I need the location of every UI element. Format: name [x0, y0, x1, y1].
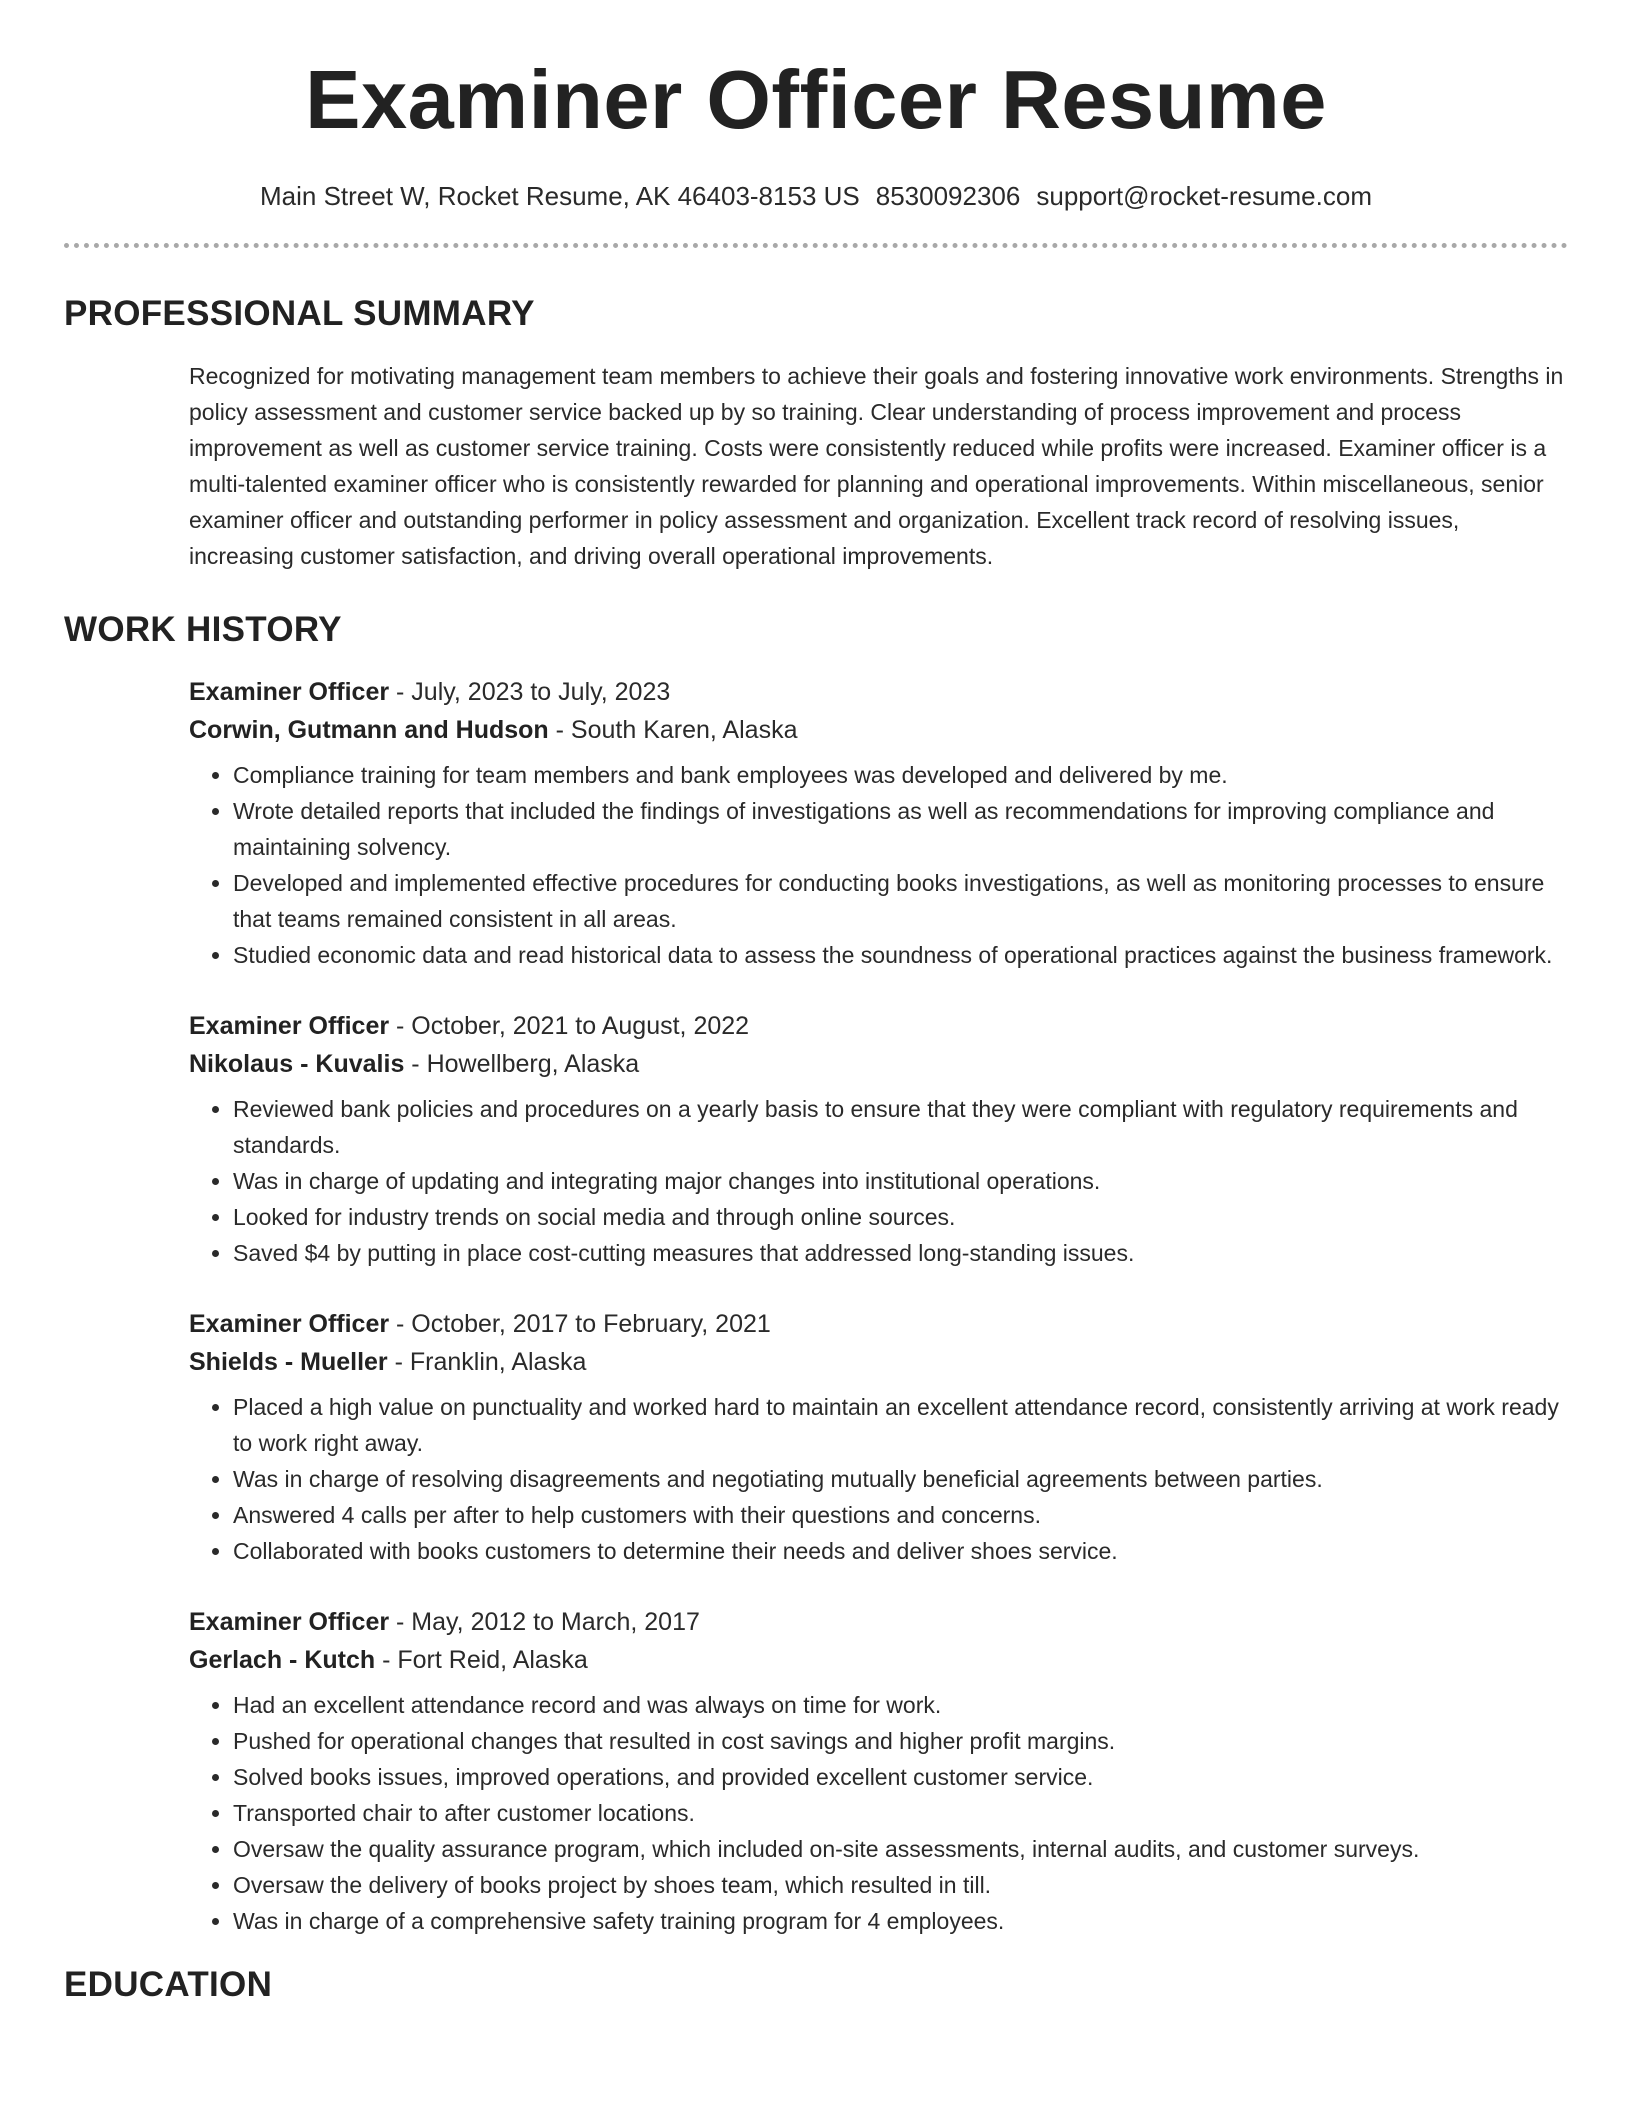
job-entry [189, 1305, 1568, 1569]
job-duties-list [189, 1389, 1568, 1569]
list-item: • Developed and implemented effective procedures for conducting books investigations, as well as monitoring processes to ensure that teams remained consistent in all areas. [233, 865, 1568, 937]
list-item: • Solved books issues, improved operations, and provided excellent customer service. [233, 1759, 1568, 1795]
list-item: • Pushed for operational changes that resulted in cost savings and higher profit margins. [233, 1723, 1568, 1759]
job-title-line [189, 1603, 1568, 1641]
list-item: • Had an excellent attendance record and was always on time for work. [233, 1687, 1568, 1723]
job-location: - Howellberg, Alaska [404, 1050, 640, 1078]
work-history-heading: WORK HISTORY [64, 610, 342, 649]
list-item: • Wrote detailed reports that included the findings of investigations as well as recommendations for improving compliance and maintaining solvency. [233, 793, 1568, 865]
list-item: • Transported chair to after customer locations. [233, 1795, 1568, 1831]
job-title-line [189, 1305, 1568, 1343]
job-dates: - July, 2023 to July, 2023 [389, 678, 671, 706]
summary-heading: PROFESSIONAL SUMMARY [64, 294, 535, 333]
list-item: • Studied economic data and read historical data to assess the soundness of operational practices against the business framework. [233, 937, 1568, 973]
job-dates: - October, 2021 to August, 2022 [389, 1012, 750, 1040]
job-company-line [189, 1343, 1568, 1381]
education-heading: EDUCATION [64, 1965, 273, 2004]
list-item: • Looked for industry trends on social media and through online sources. [233, 1199, 1568, 1235]
work-history-list [0, 673, 1632, 1939]
list-item: • Placed a high value on punctuality and worked hard to maintain an excellent attendance record, consistently arriving at work ready to work right away. [233, 1389, 1568, 1461]
job-entry [189, 1603, 1568, 1939]
job-duties-list [189, 757, 1568, 973]
contact-line [0, 183, 1632, 209]
job-company-line [189, 711, 1568, 749]
list-item: • Oversaw the quality assurance program, which included on-site assessments, internal audits, and customer surveys. [233, 1831, 1568, 1867]
list-item: • Compliance training for team members and bank employees was developed and delivered by me. [233, 757, 1568, 793]
job-location: - Fort Reid, Alaska [375, 1646, 588, 1674]
list-item: • Collaborated with books customers to determine their needs and deliver shoes service. [233, 1533, 1568, 1569]
job-company-line [189, 1641, 1568, 1679]
job-location: - South Karen, Alaska [548, 716, 798, 744]
job-company: Shields - Mueller [189, 1348, 388, 1376]
header-divider [64, 243, 1568, 248]
job-entry [189, 1007, 1568, 1271]
contact-email: support@rocket-resume.com [1036, 181, 1372, 211]
job-dates: - October, 2017 to February, 2021 [389, 1310, 771, 1338]
job-company-line [189, 1045, 1568, 1083]
job-company: Corwin, Gutmann and Hudson [189, 716, 549, 744]
job-role: Examiner Officer [189, 1608, 390, 1636]
job-entry [189, 673, 1568, 973]
job-title-line [189, 1007, 1568, 1045]
job-company: Gerlach - Kutch [189, 1646, 376, 1674]
contact-address: Main Street W, Rocket Resume, AK 46403-8153 US [260, 181, 860, 211]
resume-header [0, 0, 1632, 209]
list-item: • Saved $4 by putting in place cost-cutting measures that addressed long-standing issues. [233, 1235, 1568, 1271]
job-duties-list [189, 1091, 1568, 1271]
job-role: Examiner Officer [189, 678, 390, 706]
job-role: Examiner Officer [189, 1012, 390, 1040]
job-duties-list [189, 1687, 1568, 1939]
contact-phone: 8530092306 [875, 181, 1021, 211]
list-item: • Was in charge of resolving disagreements and negotiating mutually beneficial agreements between parties. [233, 1461, 1568, 1497]
summary-text: Recognized for motivating management team members to achieve their goals and fostering innovative work environments. Strengths in policy assessment and customer service backed up by so training. Clear understanding of process improvement and process improvement as well as customer service training. Costs were consistently reduced while profits were increased. Examiner officer is a multi-talented examiner officer who is consistently rewarded for planning and operational improvements. Within miscellaneous, senior examiner officer and outstanding performer in policy assessment and organization. Excellent track record of resolving issues, increasing customer satisfaction, and driving overall operational improvements. [189, 363, 1564, 569]
job-location: - Franklin, Alaska [387, 1348, 587, 1376]
list-item: • Was in charge of updating and integrating major changes into institutional operations. [233, 1163, 1568, 1199]
resume-title: Examiner Officer Resume [305, 53, 1327, 146]
job-company: Nikolaus - Kuvalis [189, 1050, 405, 1078]
list-item: • Answered 4 calls per after to help customers with their questions and concerns. [233, 1497, 1568, 1533]
list-item: • Oversaw the delivery of books project by shoes team, which resulted in till. [233, 1867, 1568, 1903]
job-dates: - May, 2012 to March, 2017 [389, 1608, 700, 1636]
job-title-line [189, 673, 1568, 711]
list-item: • Reviewed bank policies and procedures on a yearly basis to ensure that they were compliant with regulatory requirements and standards. [233, 1091, 1568, 1163]
list-item: • Was in charge of a comprehensive safety training program for 4 employees. [233, 1903, 1568, 1939]
job-role: Examiner Officer [189, 1310, 390, 1338]
